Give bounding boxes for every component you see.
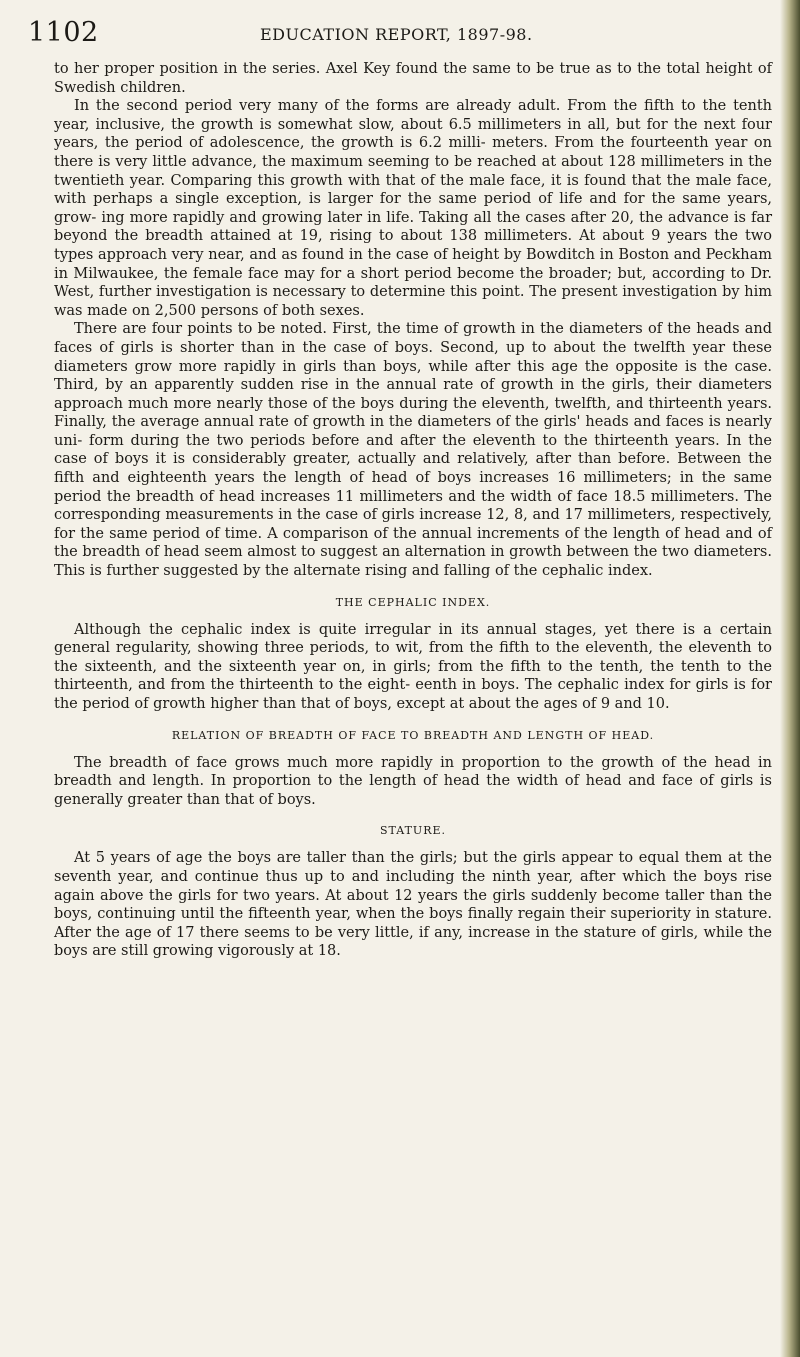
- page-number: 1102: [28, 17, 99, 48]
- paragraph-four-points: There are four points to be noted. First, the time of growth in the diameters of the heads and faces of girls is shorter than in the case of boys. Second, up to about the twelfth year these diameters grow more rapidly in girls than boys, while after this age the opposite is the case. Third, by an apparently sudden rise in the annual rate of growth in the girls, their diameters approach much more nearly those of the boys during the eleventh, twelfth, and thirteenth years. Finally, the average annual rate of growth in the diameters of the girls' heads and faces is nearly uni- form during the two periods before and after the eleventh to the thirteenth years. In the case of boys it is considerably greater, actually and relatively, after than before. Between the fifth and eighteenth years the length of head of boys increases 16 millimeters; in the same period the breadth of head increases 11 millimeters and the width of face 18.5 millimeters. The corresponding measurements in the case of girls increase 12, 8, and 17 millimeters, respectively, for the same period of time. A comparison of the annual increments of the length of head and of the breadth of head seem almost to suggest an alternation in growth between the two diameters. This is further suggested by the alternate rising and falling of the cephalic index.: [54, 321, 772, 580]
- running-title: EDUCATION REPORT, 1897-98.: [260, 25, 533, 44]
- paragraph-second-period: In the second period very many of the forms are already adult. From the fifth to the tenth year, inclusive, the growth is somewhat slow, about 6.5 millimeters in all, but for the next four years, the period of adolescence, the growth is 6.2 milli- meters. From the fourteenth year on there is very little advance, the maximum seeming to be reached at about 128 millimeters in the twentieth year. Comparing this growth with that of the male face, it is found that the male face, with perhaps a single exception, is larger for the same period of life and for the same years, grow- ing more rapidly and growing later in life. Taking all the cases after 20, the advance is far beyond the breadth attained at 19, rising to about 138 millimeters. At about 9 years the two types approach very near, and as found in the case of height by Bowditch in Boston and Peckham in Milwaukee, the female face may for a short period become the broader; but, according to Dr. West, further investigation is necessary to determine this point. The present investigation by him was made on 2,500 persons of both sexes.: [54, 98, 772, 319]
- paragraph-continuation: to her proper position in the series. Axel Key found the same to be true as to the total height of Swedish children.: [54, 61, 772, 96]
- paragraph-cephalic-index: Although the cephalic index is quite irregular in its annual stages, yet there is a certain general regularity, showing three periods, to wit, from the fifth to the eleventh, the eleventh to the sixteenth, and the sixteenth year on, in girls; from the fifth to the tenth, the tenth to the thirteenth, and from the thirteenth to the eight- eenth in boys. The cephalic index for girls is for the period of growth higher than that of boys, except at about the ages of 9 and 10.: [54, 621, 772, 712]
- paragraph-stature: At 5 years of age the boys are taller than the girls; but the girls appear to equal them at the seventh year, and continue thus up to and including the ninth year, after which the boys rise again above the girls for two years. At about 12 years the girls suddenly become taller than the boys, continuing until the fifteenth year, when the boys finally regain their superiority in stature. After the age of 17 there seems to be very little, if any, increase in the stature of girls, while the boys are still growing vigorously at 18.: [54, 850, 772, 960]
- page-edge-shadow: [780, 0, 800, 1357]
- paragraph-relation-breadth: The breadth of face grows much more rapidly in proportion to the growth of the head in breadth and length. In proportion to the length of head the width of head and face of girls is generally greater than that of boys.: [54, 754, 772, 808]
- heading-relation-breadth: RELATION OF BREADTH OF FACE TO BREADTH AND LENGTH OF HEAD.: [171, 728, 655, 742]
- heading-stature: STATURE.: [379, 824, 447, 838]
- body-text: [54, 60, 772, 961]
- heading-cephalic-index: THE CEPHALIC INDEX.: [335, 595, 491, 609]
- page-header: [28, 14, 748, 54]
